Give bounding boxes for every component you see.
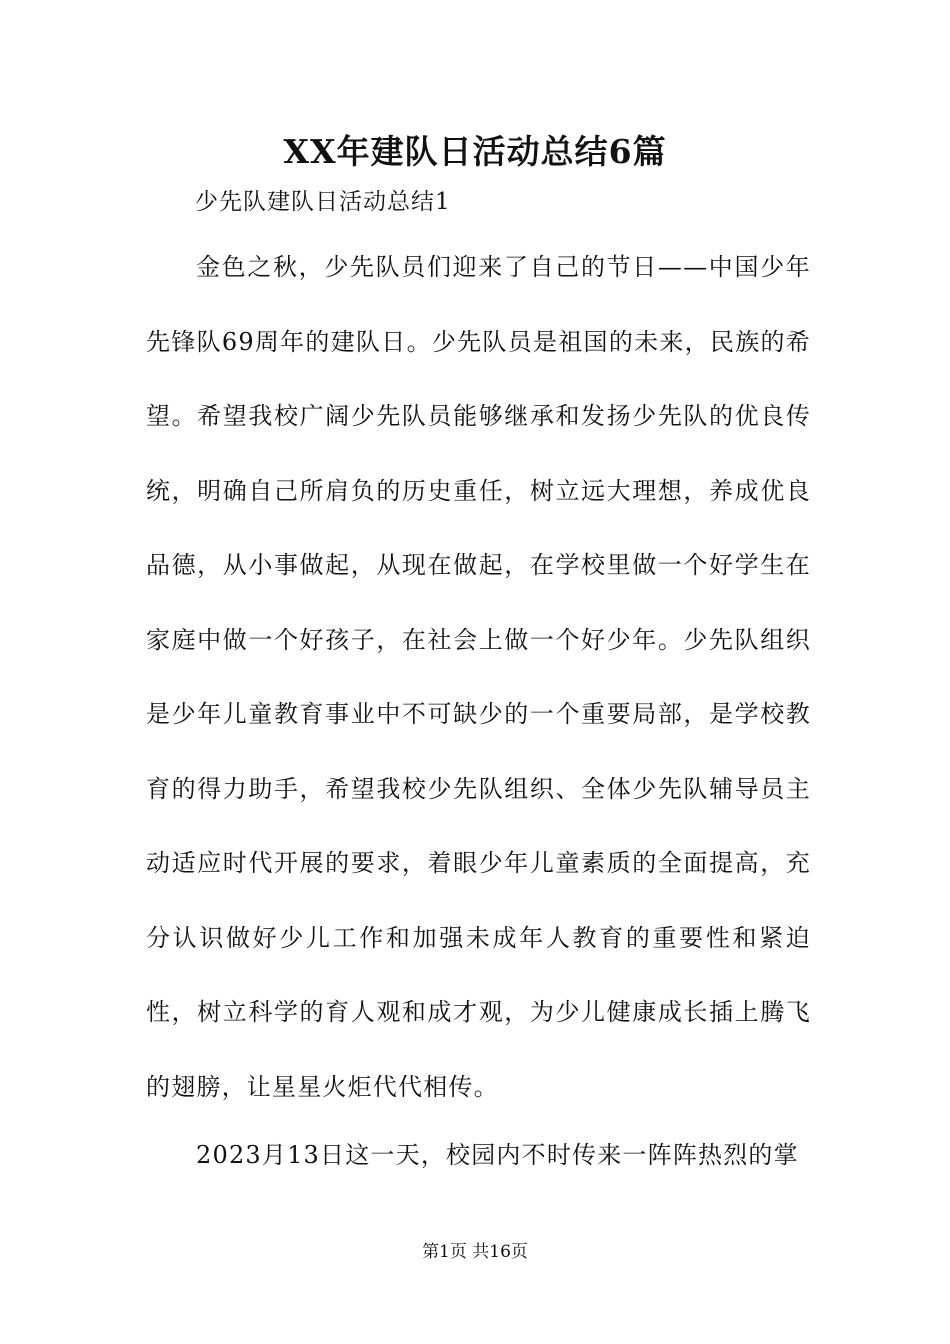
body-paragraph: 2023月13日这一天，校园内不时传来一阵阵热烈的掌 (196, 1141, 799, 1169)
section-subtitle: 少先队建队日活动总结1 (195, 189, 451, 215)
document-title: XX年建队日活动总结6篇 (283, 132, 667, 171)
page-number-footer: 第1页 共16页 (422, 1242, 528, 1262)
body-paragraph: 金色之秋，少先队员们迎来了自己的节日——中国少年先锋队69周年的建队日。少先队员是祖国的未来，民族的希望。希望我校广阔少先队员能够继承和发扬少先队的优良传统，明确自己所肩负的历史重任，树立远大理想，养成优良品德，从小事做起，从现在做起，在学校里做一个好学生在家庭中做一个好孩子，在社会上做一个好少年。少先队组织是少年儿童教育事业中不可缺少的一个重要局部，是学校教育的得力助手，希望我校少先队组织、全体少先队辅导员主动适应时代开展的要求，着眼少年儿童素质的全面提高，充分认识做好少儿工作和加强未成年人教育的重要性和紧迫性，树立科学的育人观和成才观，为少儿健康成长插上腾飞的翅膀，让星星火炬代代相传。 (146, 253, 811, 1101)
